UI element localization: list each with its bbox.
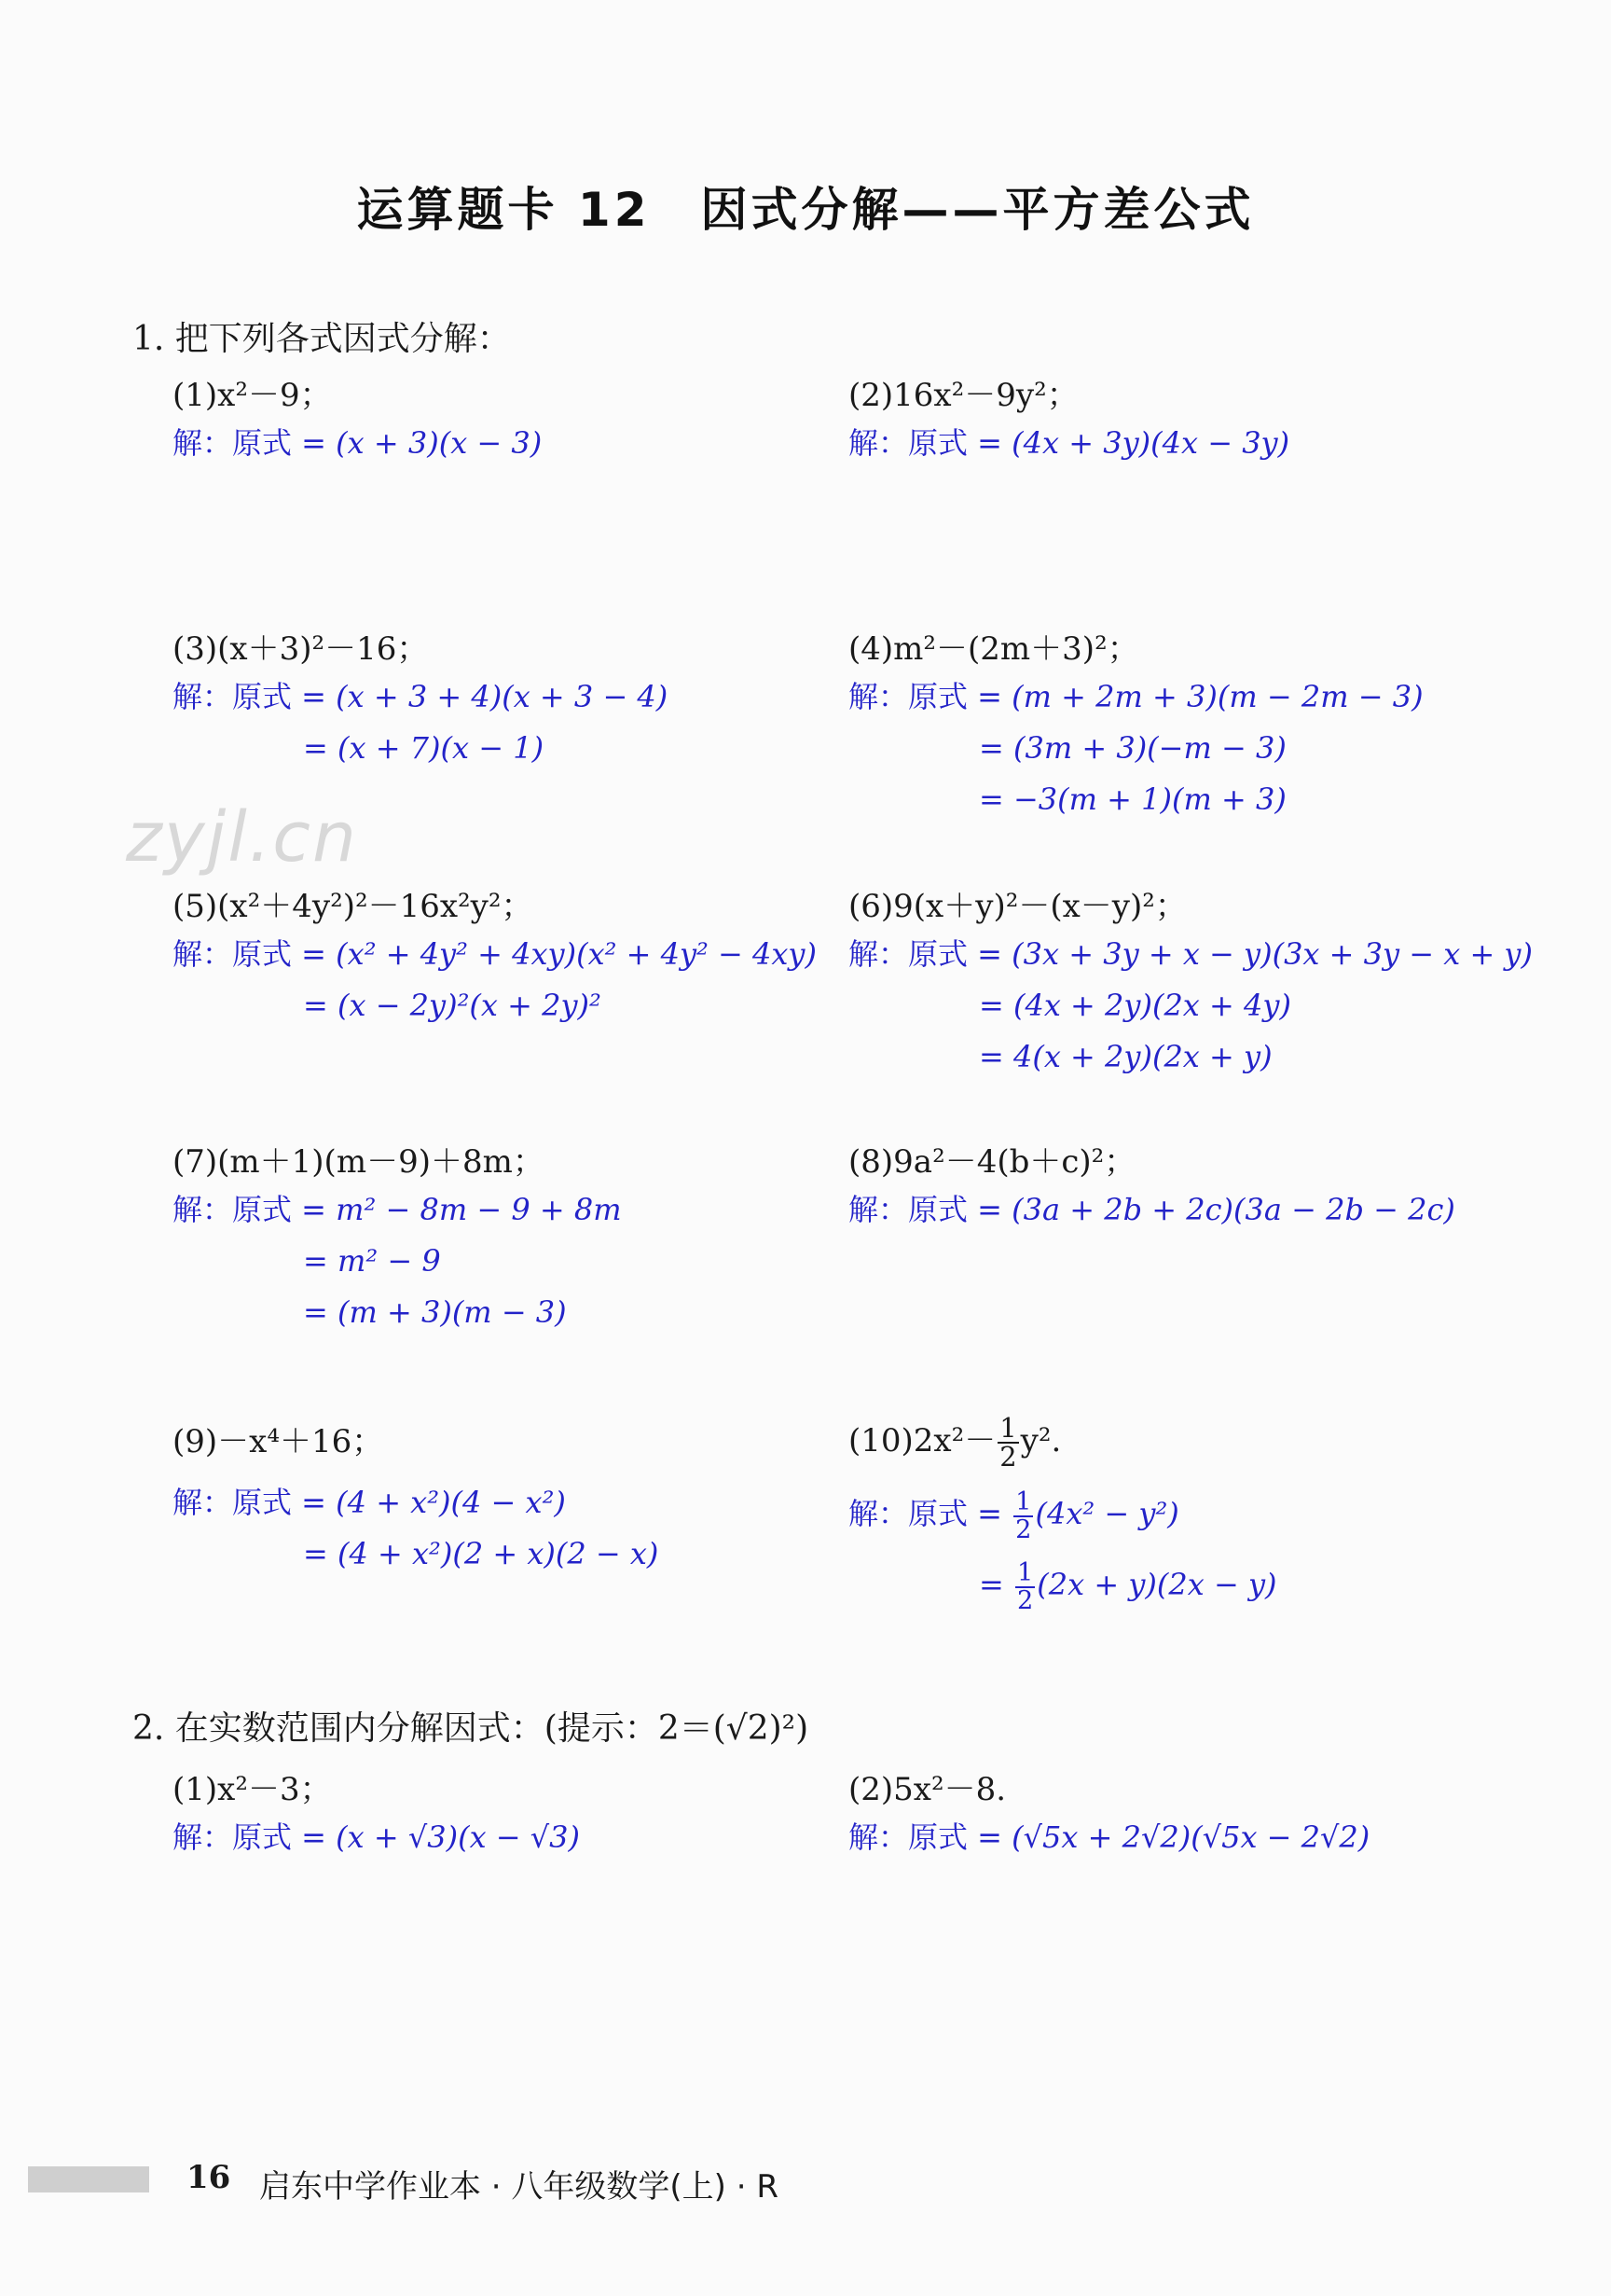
solution-line: = (4 + x²)(2 + x)(2 − x) (303, 1536, 659, 1571)
fraction-denominator: 2 (1016, 1585, 1034, 1615)
solution (848, 1478, 1520, 1620)
solution-lead: 解：原式 = (848, 1496, 1002, 1531)
problem-10 (848, 1404, 1520, 1620)
solution-lead: 解：原式 = (172, 425, 326, 461)
statement-part: (10)2x²－ (848, 1422, 997, 1459)
solution-line: (3x + 3y + x − y)(3x + 3y − x + y) (1012, 936, 1533, 972)
page-footer (0, 2159, 1611, 2206)
solution (848, 671, 1520, 825)
section-2-problem-2 (848, 1767, 1520, 1863)
fraction-numerator: 1 (999, 1412, 1017, 1445)
fraction-denominator: 2 (999, 1441, 1017, 1473)
page-number: 16 (186, 2159, 231, 2196)
solution-line: = m² − 9 (303, 1243, 441, 1279)
solution-line: (4 + x²)(4 − x²) (336, 1485, 566, 1520)
solution-line: (m + 2m + 3)(m − 2m − 3) (1012, 679, 1424, 714)
solution-lead: 解：原式 = (848, 1819, 1002, 1855)
problem-9 (172, 1419, 844, 1580)
solution-lead: 解：原式 = (172, 1485, 326, 1520)
solution-line: (3a + 2b + 2c)(3a − 2b − 2c) (1012, 1192, 1455, 1227)
statement-part: y². (1020, 1422, 1062, 1459)
problem-statement: (7)(m＋1)(m－9)＋8m； (172, 1143, 544, 1181)
solution-lead: 解：原式 = (848, 425, 1002, 461)
solution-line: m² − 8m − 9 + 8m (336, 1192, 622, 1227)
solution-line: (x + √3)(x − √3) (336, 1819, 581, 1855)
problem-statement: (2)5x²－8. (848, 1771, 1007, 1808)
fraction-denominator: 2 (1015, 1515, 1032, 1544)
solution (848, 418, 1520, 469)
problem-2 (848, 373, 1520, 469)
solution (172, 671, 844, 774)
solution-line: = (4x + 2y)(2x + 4y) (979, 988, 1291, 1023)
solution-lead: 解：原式 = (848, 1192, 1002, 1227)
solution-lead: 解：原式 = (172, 1819, 326, 1855)
solution-line: = (x + 7)(x − 1) (303, 730, 544, 766)
solution-line: = (m + 3)(m − 3) (303, 1294, 567, 1330)
solution-line: (4x + 3y)(4x − 3y) (1012, 425, 1290, 461)
solution-line: (√5x + 2√2)(√5x − 2√2) (1012, 1819, 1370, 1855)
page-title: 运算题卡 12 因式分解——平方差公式 (356, 183, 1255, 237)
problem-statement: (6)9(x＋y)²－(x－y)²； (848, 888, 1187, 925)
fraction-numerator: 1 (1015, 1487, 1032, 1517)
solution-line: (x² + 4y² + 4xy)(x² + 4y² − 4xy) (336, 936, 817, 972)
watermark: zyjl.cn (126, 797, 358, 878)
problem-statement: (9)－x⁴＋16； (172, 1423, 384, 1460)
problem-statement: (4)m²－(2m＋3)²； (848, 630, 1139, 668)
problem-statement: (1)x²－9； (172, 377, 332, 414)
solution-lead: 解：原式 = (848, 679, 1002, 714)
solution (172, 929, 844, 1031)
book-title: 启东中学作业本 · 八年级数学(上) · R (259, 2168, 778, 2206)
problem-statement: (2)16x²－9y²； (848, 377, 1079, 414)
solution (172, 1812, 844, 1863)
section-1-heading: 1. 把下列各式因式分解： (132, 320, 511, 358)
problem-statement: (1)x²－3； (172, 1771, 332, 1808)
solution-line: (2x + y)(2x − y) (1037, 1567, 1277, 1602)
problem-3 (172, 627, 844, 774)
footer-gray-bar (28, 2166, 149, 2192)
solution (172, 1477, 844, 1580)
solution-lead: 解：原式 = (172, 679, 326, 714)
problem-6 (848, 884, 1533, 1083)
solution (848, 1184, 1520, 1236)
solution (172, 1184, 844, 1338)
fraction (998, 1412, 1018, 1473)
solution-line: = −3(m + 1)(m + 3) (979, 781, 1287, 817)
section-2-problem-1 (172, 1767, 844, 1863)
fraction (1013, 1489, 1033, 1542)
problem-7 (172, 1140, 844, 1338)
section-2-heading: 2. 在实数范围内分解因式：(提示：2＝(√2)²) (132, 1709, 809, 1748)
problem-statement (848, 1404, 1520, 1478)
solution-line: (x + 3)(x − 3) (336, 425, 543, 461)
solution (172, 418, 844, 469)
solution-line: (x + 3 + 4)(x + 3 − 4) (336, 679, 668, 714)
solution-lead: 解：原式 = (848, 936, 1002, 972)
problem-1 (172, 373, 844, 469)
problem-4 (848, 627, 1520, 825)
fraction (1015, 1558, 1035, 1615)
solution-line: = (x − 2y)²(x + 2y)² (303, 988, 601, 1023)
solution-line: (4x² − y²) (1035, 1496, 1179, 1531)
solution-lead: 解：原式 = (172, 1192, 326, 1227)
problem-statement: (8)9a²－4(b＋c)²； (848, 1143, 1136, 1181)
solution-line: = 4(x + 2y)(2x + y) (979, 1039, 1273, 1074)
solution (848, 929, 1533, 1083)
problem-5 (172, 884, 844, 1031)
solution (848, 1812, 1520, 1863)
solution-line: = (3m + 3)(−m − 3) (979, 730, 1287, 766)
problem-8 (848, 1140, 1520, 1236)
problem-statement: (3)(x＋3)²－16； (172, 630, 429, 668)
equals-sign: = (979, 1567, 1004, 1602)
solution-lead: 解：原式 = (172, 936, 326, 972)
problem-statement: (5)(x²＋4y²)²－16x²y²； (172, 888, 533, 925)
fraction-numerator: 1 (1016, 1558, 1034, 1588)
